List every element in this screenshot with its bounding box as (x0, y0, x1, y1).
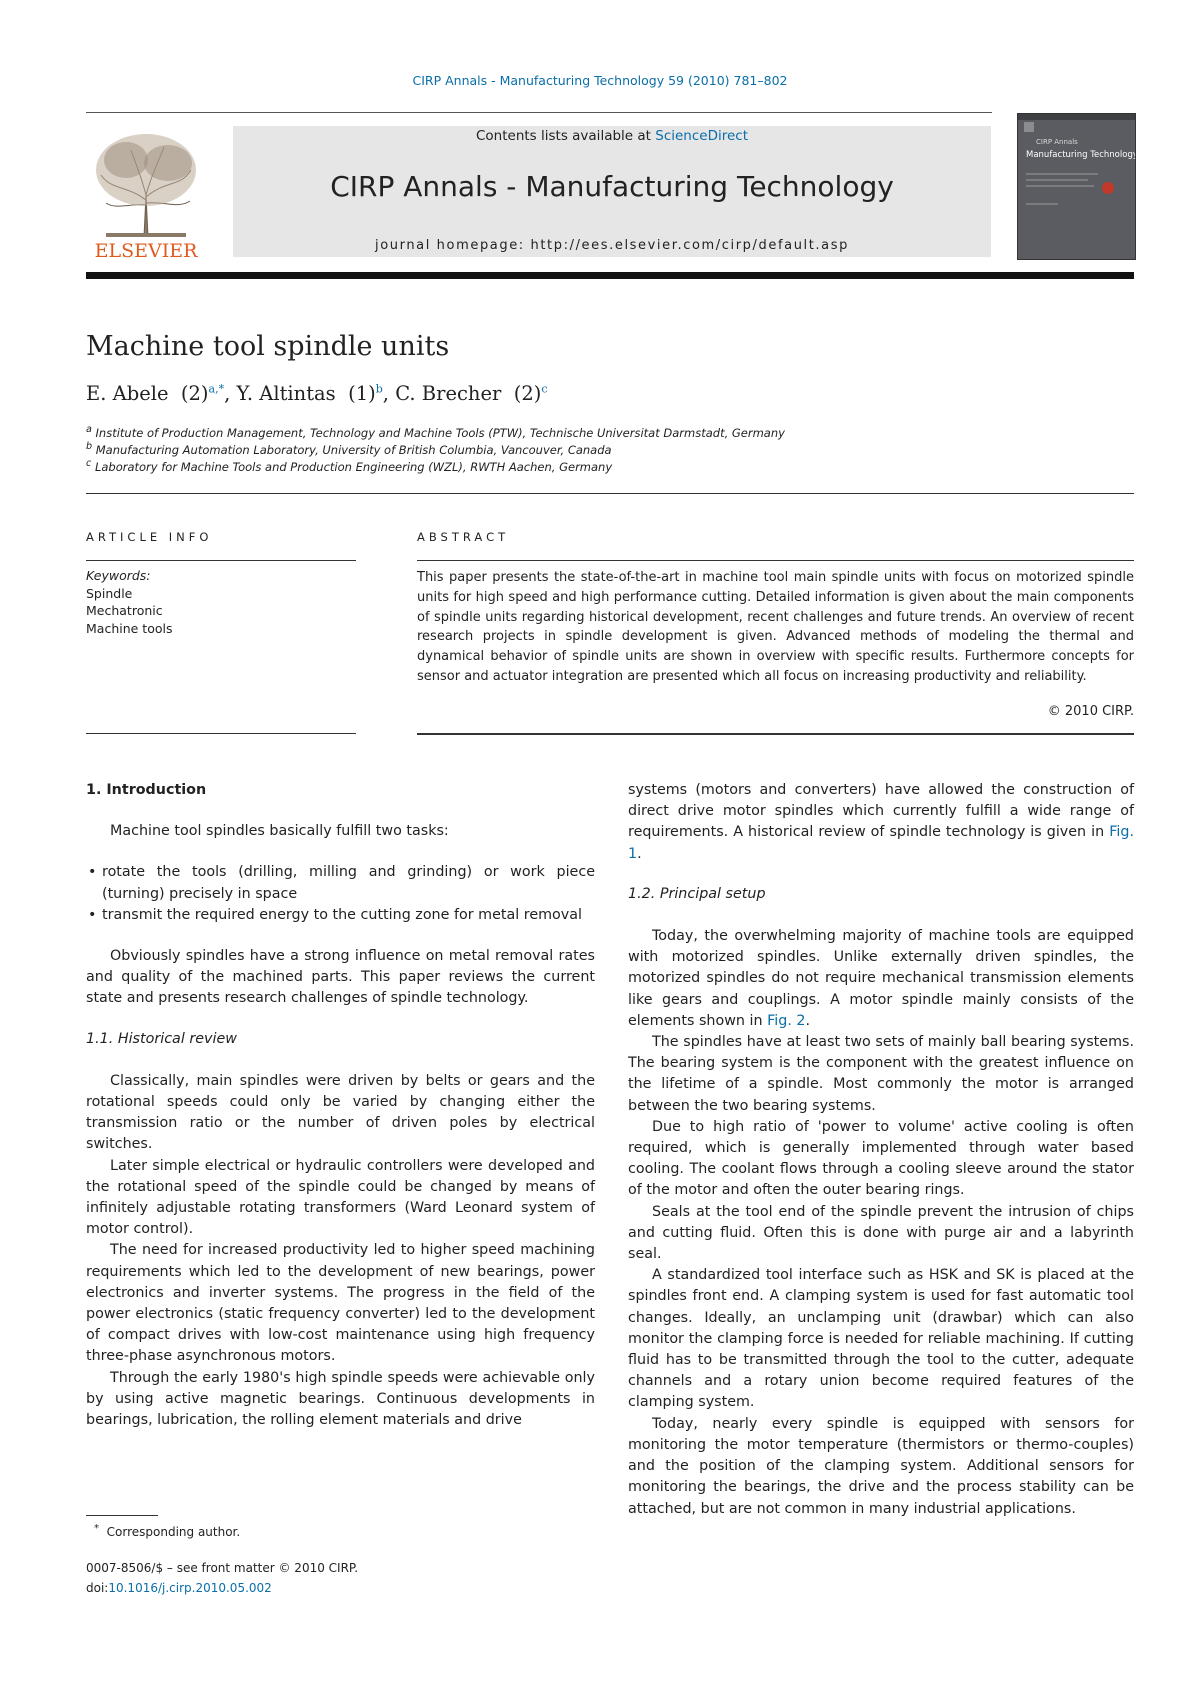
keywords-label: Keywords: (86, 568, 151, 583)
bullet-list (86, 862, 595, 926)
paragraph: Today, nearly every spindle is equipped with sensors for monitoring the motor temperature (thermistors or thermo-couples) and the position of the clamping system. Additional sensors for monitoring the bearings, the drive and the process stability can be attached, but are not common in many industrial applications. (628, 1415, 1134, 1517)
footnote-rule (86, 1515, 158, 1516)
affiliation-text: Institute of Production Management, Technology and Machine Tools (PTW), Technische Universitat Darmstadt, Germany (95, 425, 785, 440)
elsevier-wordmark: ELSEVIER (94, 240, 198, 261)
paragraph: The spindles have at least two sets of mainly ball bearing systems. The bearing system is the component with the greatest influence on the lifetime of a spindle. Most commonly the motor is arranged between the two bearing systems. (628, 1034, 1134, 1114)
paragraph: A standardized tool interface such as HSK and SK is placed at the spindles front end. A clamping system is used for fast automatic tool changes. Ideally, an unclamping unit (drawbar) which can also monitor the clamping force is needed for reliable machining. If cutting fluid has to be transmitted through the tool to the cutter, adequate channels and a rotary union become required features of the clamping system. (628, 1267, 1134, 1411)
author-name: E. Abele (86, 382, 169, 405)
affiliation-mark: b (86, 441, 93, 452)
contents-line (233, 128, 991, 144)
footnote-text: Corresponding author. (106, 1525, 241, 1539)
paragraph (628, 780, 1134, 865)
affiliation-mark: c (86, 458, 92, 469)
affiliation (86, 458, 612, 474)
author-name: C. Brecher (395, 382, 502, 405)
article-info-heading: ARTICLE INFO (86, 530, 213, 544)
keyword: Spindle (86, 585, 133, 601)
abstract-rule (417, 560, 1134, 561)
affiliation-text: Laboratory for Machine Tools and Production Engineering (WZL), RWTH Aachen, Germany (94, 459, 613, 474)
keyword: Machine tools (86, 620, 173, 636)
paragraph (628, 926, 1134, 1032)
running-head[interactable]: CIRP Annals - Manufacturing Technology 59 (2010) 781–802 (412, 73, 788, 88)
cover-title: Manufacturing Technology (1026, 150, 1135, 160)
abstract-heading: ABSTRACT (417, 530, 510, 544)
paragraph: Seals at the tool end of the spindle prevent the intrusion of chips and cutting fluid. Often this is done with purge air and a labyrinth seal. (628, 1203, 1134, 1263)
paragraph: Machine tool spindles basically fulfill two tasks: (110, 823, 449, 840)
author-affil-mark[interactable]: a,* (208, 382, 225, 396)
author-affil-mark[interactable]: b (375, 382, 383, 396)
journal-cover-image (1018, 114, 1135, 259)
paragraph: Classically, main spindles were driven by belts or gears and the rotational speeds could only be varied by changing either the transmission ratio or the number of driven poles by electrical switches. (86, 1072, 595, 1153)
affiliation-text: Manufacturing Automation Laboratory, University of British Columbia, Vancouver, Canada (95, 442, 612, 457)
doi-line (86, 1578, 358, 1598)
section-heading: 1. Introduction (86, 782, 207, 798)
elsevier-logo[interactable] (86, 125, 206, 261)
info-rule (86, 560, 356, 561)
keywords-block (86, 567, 172, 637)
doi-link[interactable]: 10.1016/j.cirp.2010.05.002 (108, 1581, 272, 1595)
info-rule (86, 733, 356, 734)
journal-title: CIRP Annals - Manufacturing Technology (330, 170, 894, 203)
author-grade: (2) (513, 382, 542, 405)
affiliation-rule (86, 493, 1134, 494)
figure-link[interactable]: Fig. 2 (767, 1012, 806, 1029)
body-column-right (628, 780, 1134, 1520)
author-affil-mark[interactable]: c (541, 382, 548, 396)
paragraph-text: . (637, 845, 642, 862)
subsection-heading: 1.1. Historical review (86, 1030, 237, 1047)
elsevier-tree-icon (86, 125, 206, 261)
keyword: Mechatronic (86, 603, 163, 618)
paper-title: Machine tool spindle units (86, 331, 450, 362)
list-item: • transmit the required energy to the cutting zone for metal removal (102, 905, 595, 926)
masthead-rule (86, 272, 1134, 279)
body-column-left (86, 780, 595, 1431)
journal-homepage[interactable]: journal homepage: http://ees.elsevier.com/cirp/default.asp (375, 238, 849, 253)
header-rule (86, 112, 992, 113)
list-item: • rotate the tools (drilling, milling and grinding) or work piece (turning) precisely in space (102, 862, 595, 904)
sciencedirect-link[interactable]: ScienceDirect (655, 128, 749, 144)
cover-series: CIRP Annals (1036, 138, 1078, 146)
figure-link[interactable]: Fig. 1 (628, 824, 1134, 862)
paragraph: Through the early 1980's high spindle speeds were achievable only by using active magnetic bearings. Continuous developments in bearings, lubrication, the rolling element materials and drive (86, 1369, 595, 1429)
affiliation (86, 441, 612, 457)
journal-cover[interactable] (1017, 113, 1136, 260)
footnote (94, 1523, 240, 1539)
paragraph-text: Today, the overwhelming majority of machine tools are equipped with motorized spindles. Unlike externally driven spindles, the motorized spindles do not require mechanical transmission elements like gears and couplings. A motor spindle mainly consists of the elements shown in (628, 928, 1134, 1029)
paragraph: Later simple electrical or hydraulic controllers were developed and the rotational speed of the spindle could be changed by means of infinitely adjustable rotating transformers (Ward Leonard system of motor control). (86, 1157, 595, 1238)
issn-line: 0007-8506/$ – see front matter © 2010 CIRP. (86, 1561, 359, 1575)
paragraph: Due to high ratio of 'power to volume' active cooling is often required, which is generally implemented through water based cooling. The coolant flows through a cooling sleeve around the stator of the motor and often the outer bearing rings. (628, 1118, 1134, 1199)
front-matter (86, 1558, 358, 1598)
paragraph: The need for increased productivity led to higher speed machining requirements which led to the development of new bearings, power electronics and inverter systems. The progress in the field of the power electronics (static frequency converter) led to the development of compact drives with low-cost maintenance using high frequency three-phase asynchronous motors. (86, 1242, 595, 1365)
subsection-heading: 1.2. Principal setup (628, 885, 766, 902)
author-grade: (2) (180, 382, 209, 405)
contents-prefix: Contents lists available at (475, 128, 656, 144)
paragraph-text: systems (motors and converters) have allowed the construction of direct drive motor spindles which currently fulfill a wide range of requirements. A historical review of spindle technology is given in (628, 782, 1134, 841)
abstract-rule (417, 733, 1134, 735)
doi-prefix: doi: (86, 1581, 109, 1595)
abstract-text: This paper presents the state-of-the-art in machine tool main spindle units with focus on motorized spindle units for high speed and high performance cutting. Detailed information is given about the main components of spindle units regarding historical development, recent challenges and future trends. An overview of recent research projects in spindle development is given. Advanced methods of modeling the thermal and dynamical behavior of spindle units are shown in overview with specific results. Furthermore concepts for sensor and actuator integration are presented which all focus on increasing productivity and reliability. (417, 570, 1134, 684)
author-grade: (1) (348, 382, 376, 405)
affiliation-mark: a (86, 424, 92, 435)
copyright: © 2010 CIRP. (1047, 704, 1134, 719)
author-name: Y. Altintas (236, 382, 336, 405)
paragraph-text: . (805, 1012, 811, 1029)
affiliation (86, 424, 785, 440)
author-list: E. Abele $(2)^{a,*}$, Y. Altintas $(1)^b$, C. Brecher $(2)^c$ (86, 382, 548, 405)
footnote-mark: * (94, 1523, 99, 1534)
paragraph: Obviously spindles have a strong influence on metal removal rates and quality of the machined parts. This paper reviews the current state and presents research challenges of spindle technology. (86, 948, 595, 1007)
